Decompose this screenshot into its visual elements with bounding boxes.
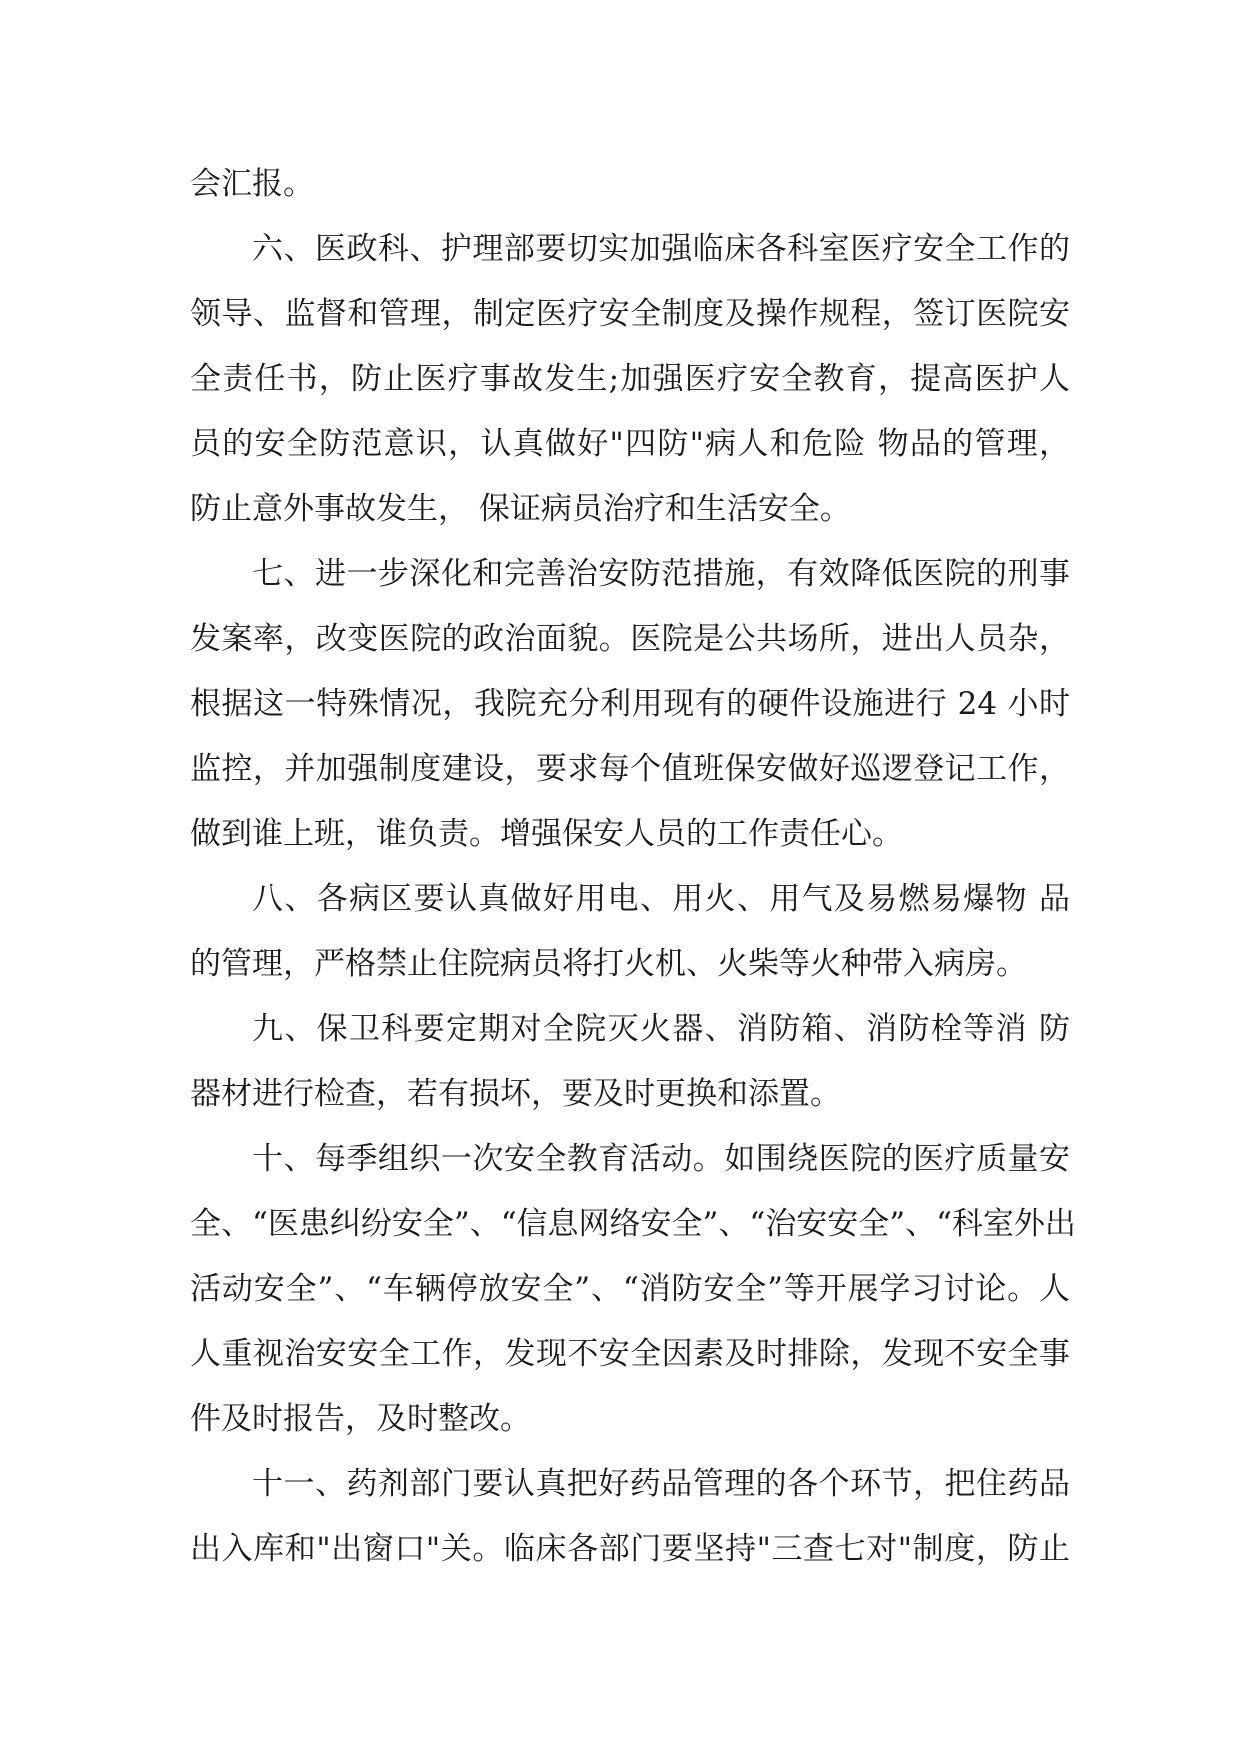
text-line: 人重视治安安全工作，发现不安全因素及时排除，发现不安全事 (190, 1336, 1070, 1372)
text-line: 会汇报。 (190, 166, 314, 202)
paragraph-six-start: 六、医政科、护理部要切实加强临床各科室医疗安全工作的 (252, 231, 1070, 267)
body-text (190, 152, 1076, 1582)
text-line: 件及时报告，及时整改。 (190, 1401, 531, 1437)
text-line: 员的安全防范意识，认真做好"四防"病人和危险 物品的管理， (190, 426, 1070, 462)
text-line: 的管理，严格禁止住院病员将打火机、火柴等火种带入病房。 (190, 946, 1027, 982)
text-line: 防止意外事故发生， 保证病员治疗和生活安全。 (190, 491, 851, 527)
paragraph-ten-start: 十、每季组织一次安全教育活动。如围绕医院的医疗质量安 (252, 1141, 1070, 1177)
text-line: 发案率，改变医院的政治面貌。医院是公共场所，进出人员杂， (190, 621, 1070, 657)
text-line: 领导、监督和管理，制定医疗安全制度及操作规程，签订医院安 (190, 296, 1070, 332)
paragraph-seven-start: 七、进一步深化和完善治安防范措施，有效降低医院的刑事 (252, 556, 1070, 592)
paragraph-eight-start: 八、各病区要认真做好用电、用火、用气及易燃易爆物 品 (252, 881, 1070, 917)
text-line: 全、“医患纠纷安全”、“信息网络安全”、“治安安全”、“科室外出 (190, 1206, 1076, 1242)
text-line: 器材进行检查，若有损坏，要及时更换和添置。 (190, 1076, 841, 1112)
text-line: 做到谁上班，谁负责。增强保安人员的工作责任心。 (190, 816, 903, 852)
paragraph-nine-start: 九、保卫科要定期对全院灭火器、消防箱、消防栓等消 防 (252, 1011, 1070, 1047)
text-line: 活动安全”、“车辆停放安全”、“消防安全”等开展学习讨论。人 (190, 1271, 1070, 1307)
paragraph-eleven-start: 十一、药剂部门要认真把好药品管理的各个环节，把住药品 (252, 1466, 1070, 1502)
text-line: 监控，并加强制度建设，要求每个值班保安做好巡逻登记工作， (190, 751, 1070, 787)
text-line: 根据这一特殊情况，我院充分利用现有的硬件设施进行 24 小时 (190, 686, 1070, 722)
text-line: 全责任书，防止医疗事故发生;加强医疗安全教育，提高医护人 (190, 361, 1070, 397)
text-line: 出入库和"出窗口"关。临床各部门要坚持"三查七对"制度，防止 (190, 1531, 1070, 1567)
